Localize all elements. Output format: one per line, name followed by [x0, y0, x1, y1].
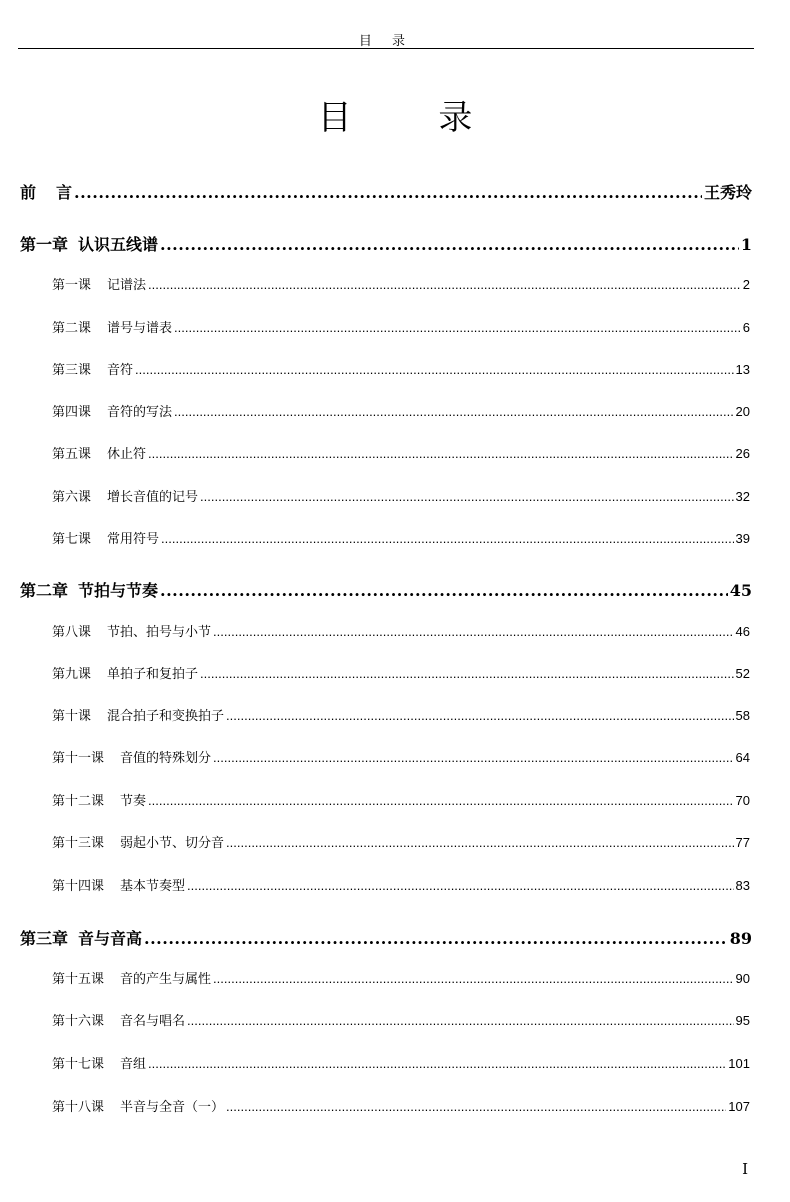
- header-rule: [18, 48, 754, 49]
- dot-leader: [148, 277, 741, 292]
- toc-entry-page: 王秀玲: [703, 183, 752, 202]
- toc-entry-lesson[interactable]: [52, 274, 750, 293]
- toc-entry-page: 89: [729, 929, 752, 948]
- toc-entry-number: 第二章: [20, 581, 69, 600]
- toc-entry-title: 基本节奏型: [120, 879, 186, 894]
- dot-leader: [74, 183, 702, 202]
- dot-leader: [213, 750, 734, 765]
- toc-entry-number: 第四课: [52, 405, 92, 420]
- toc-entry-foreword[interactable]: [20, 180, 752, 203]
- toc-entry-page: 46: [735, 624, 750, 639]
- toc-entry-chapter-3[interactable]: [20, 926, 752, 949]
- toc-entry-number: 第十一课: [52, 751, 105, 766]
- toc-entry-title: 认识五线谱: [78, 235, 159, 254]
- toc-entry-page: 101: [728, 1056, 750, 1071]
- dot-leader: [187, 878, 734, 893]
- toc-entry-title: 言: [56, 183, 73, 202]
- toc-entry-number: 第五课: [52, 447, 92, 462]
- dot-leader: [160, 235, 739, 254]
- toc-entry-title: 节拍与节奏: [78, 581, 159, 600]
- dot-leader: [226, 835, 734, 850]
- toc-entry-page: 64: [735, 750, 750, 765]
- toc-entry-title: 音的产生与属性: [120, 972, 212, 987]
- toc-entry-title: 半音与全音（一）: [120, 1100, 225, 1115]
- toc-entry-number: 前: [20, 183, 37, 202]
- toc-entry-title: 增长音值的记号: [107, 490, 199, 505]
- toc-entry-title: 节拍、拍号与小节: [107, 625, 212, 640]
- dot-leader: [161, 531, 734, 546]
- toc-entry-page: 1: [740, 235, 752, 254]
- dot-leader: [200, 666, 734, 681]
- toc-entry-title: 节奏: [120, 794, 147, 809]
- toc-entry-page: 58: [735, 708, 750, 723]
- toc-entry-lesson[interactable]: [52, 621, 750, 640]
- toc-entry-lesson[interactable]: [52, 747, 750, 766]
- toc-entry-page: 90: [735, 971, 750, 986]
- toc-entry-number: 第八课: [52, 625, 92, 640]
- toc-entry-page: 26: [735, 446, 750, 461]
- toc-entry-lesson[interactable]: [52, 1010, 750, 1029]
- toc-entry-page: 70: [735, 793, 750, 808]
- toc-entry-title: 音名与唱名: [120, 1014, 186, 1029]
- toc-entry-number: 第十四课: [52, 879, 105, 894]
- toc-entry-title: 常用符号: [107, 532, 160, 547]
- dot-leader: [200, 489, 734, 504]
- toc-entry-lesson[interactable]: [52, 968, 750, 987]
- toc-entry-number: 第十五课: [52, 972, 105, 987]
- toc-entry-page: 2: [742, 277, 750, 292]
- toc-entry-lesson[interactable]: [52, 443, 750, 462]
- toc-entry-number: 第三章: [20, 929, 69, 948]
- toc-entry-number: 第一课: [52, 278, 92, 293]
- toc-entry-title: 音符的写法: [107, 405, 173, 420]
- toc-entry-chapter-1[interactable]: [20, 232, 752, 255]
- toc-entry-chapter-2[interactable]: [20, 578, 752, 601]
- toc-entry-title: 单拍子和复拍子: [107, 667, 199, 682]
- dot-leader: [148, 793, 734, 808]
- toc-entry-lesson[interactable]: [52, 1053, 750, 1072]
- toc-entry-page: 32: [735, 489, 750, 504]
- dot-leader: [226, 708, 734, 723]
- toc-entry-page: 13: [735, 362, 750, 377]
- toc-entry-page: 77: [735, 835, 750, 850]
- dot-leader: [148, 1056, 726, 1071]
- toc-entry-lesson[interactable]: [52, 486, 750, 505]
- toc-entry-lesson[interactable]: [52, 401, 750, 420]
- dot-leader: [213, 624, 734, 639]
- page-title: 目 录: [317, 98, 511, 138]
- toc-entry-number: 第一章: [20, 235, 69, 254]
- dot-leader: [226, 1099, 726, 1114]
- toc-entry-lesson[interactable]: [52, 528, 750, 547]
- toc-entry-number: 第十课: [52, 709, 92, 724]
- toc-entry-number: 第九课: [52, 667, 92, 682]
- dot-leader: [174, 404, 734, 419]
- dot-leader: [160, 581, 728, 600]
- page-number: I: [742, 1160, 748, 1178]
- toc-entry-lesson[interactable]: [52, 317, 750, 336]
- toc-entry-title: 弱起小节、切分音: [120, 836, 225, 851]
- toc-entry-title: 音组: [120, 1057, 147, 1072]
- toc-entry-number: 第十二课: [52, 794, 105, 809]
- toc-entry-title: 休止符: [107, 447, 147, 462]
- toc-entry-title: 混合拍子和变换拍子: [107, 709, 225, 724]
- toc-entry-lesson[interactable]: [52, 359, 750, 378]
- toc-entry-lesson[interactable]: [52, 663, 750, 682]
- dot-leader: [213, 971, 734, 986]
- running-header: 目 录: [358, 34, 414, 49]
- toc-entry-title: 音值的特殊划分: [120, 751, 212, 766]
- toc-entry-number: 第三课: [52, 363, 92, 378]
- toc-entry-page: 95: [735, 1013, 750, 1028]
- toc-entry-page: 52: [735, 666, 750, 681]
- toc-entry-title: 记谱法: [107, 278, 147, 293]
- toc-entry-number: 第十三课: [52, 836, 105, 851]
- dot-leader: [174, 320, 741, 335]
- toc-entry-number: 第七课: [52, 532, 92, 547]
- dot-leader: [144, 929, 728, 948]
- toc-entry-number: 第十七课: [52, 1057, 105, 1072]
- toc-entry-title: 音与音高: [78, 929, 143, 948]
- toc-entry-page: 45: [729, 581, 752, 600]
- dot-leader: [135, 362, 734, 377]
- toc-entry-page: 20: [735, 404, 750, 419]
- toc-entry-title: 音符: [107, 363, 134, 378]
- toc-entry-page: 83: [735, 878, 750, 893]
- toc-entry-number: 第十八课: [52, 1100, 105, 1115]
- dot-leader: [187, 1013, 734, 1028]
- toc-entry-number: 第二课: [52, 321, 92, 336]
- toc-entry-number: 第十六课: [52, 1014, 105, 1029]
- toc-entry-page: 39: [735, 531, 750, 546]
- toc-entry-lesson[interactable]: [52, 875, 750, 894]
- toc-entry-lesson[interactable]: [52, 1096, 750, 1115]
- toc-entry-lesson[interactable]: [52, 705, 750, 724]
- toc-entry-lesson[interactable]: [52, 790, 750, 809]
- toc-entry-number: 第六课: [52, 490, 92, 505]
- toc-entry-page: 6: [742, 320, 750, 335]
- toc-entry-title: 谱号与谱表: [107, 321, 173, 336]
- toc-entry-page: 107: [728, 1099, 750, 1114]
- dot-leader: [148, 446, 734, 461]
- toc-entry-lesson[interactable]: [52, 832, 750, 851]
